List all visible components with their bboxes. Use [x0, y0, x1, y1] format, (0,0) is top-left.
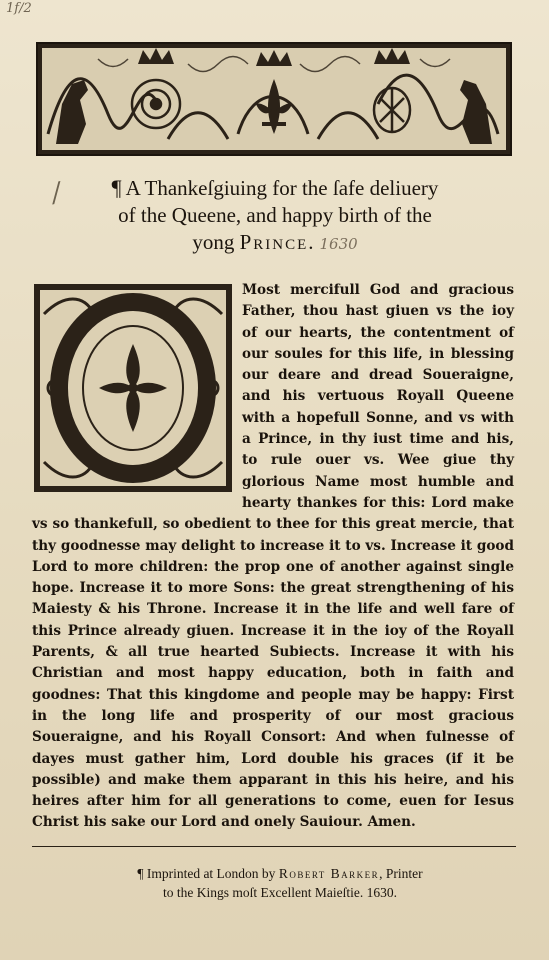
title-prince: Prince. [239, 230, 316, 254]
title-line-1: A Thankeſgiuing for the ſafe deliuery [125, 176, 439, 200]
imprint-year: 1630. [366, 885, 397, 900]
imprint-printer-name: Robert Barker [278, 866, 380, 881]
svg-text:O: O [133, 387, 135, 389]
prayer-body-text [32, 280, 514, 834]
initial-spacer [32, 280, 242, 494]
imprint-suffix: , Printer [379, 866, 423, 881]
imprint-prefix: Imprinted at London by [146, 866, 279, 881]
footer-divider-rule [32, 846, 516, 847]
handwritten-year-note: 1630 [319, 235, 358, 253]
woodcut-headpiece-ornament [36, 42, 512, 156]
title-line-3: yong [192, 230, 240, 254]
manuscript-slash-mark: / [48, 177, 64, 209]
imprint-line-2: to the Kings moſt Excellent Maieſtie. [163, 885, 364, 900]
document-title [40, 174, 510, 258]
pilcrow-mark: ¶ [111, 175, 122, 200]
prayer-paragraph: Most mercifull God and gracious Father, thou hast giuen vs the ioy of our hearts, the contentment of our soules for this life, in blessing our deare and dread Soueraigne, and his vertuous Royall Queene with a hopefull Sonne, and vs with a Prince, in thy iust time and his, to rule ouer vs. Wee giue thy glorious Name most humble and hearty thankes for this: Lord make vs so thankefull, so obedient to thee for this great mercie, that thy goodnesse may delight to increase it to vs. Increase it good Lord to more children: the prop one of another against single hope. Increase it to more Sons: the great strengthening of his Maiesty & his Throne. Increase it in the life and well fare of this Prince already giuen. Increase it in the ioy of the Royall Parents, & all true hearted Subiects. Increase it with his Christian and most happy education, both in faith and goodnes: That this kingdome and people may be happy: First in the long life and prosperity of our most gracious Soueraigne, and his Royall Consort: And when fulnesse of dayes must gather him, Lord double his graces (if it be possible) and make them apparant in this his heire, and his heires after him for all generations to come, euen for Iesus Christ his sake our Lord and onely Sauiour. Amen. [32, 282, 514, 831]
imprint-pilcrow: ¶ [137, 866, 144, 881]
title-line-2: of the Queene, and happy birth of the [118, 203, 432, 227]
printer-imprint [60, 864, 500, 902]
manuscript-shelf-note: 1f/2 [6, 1, 32, 16]
